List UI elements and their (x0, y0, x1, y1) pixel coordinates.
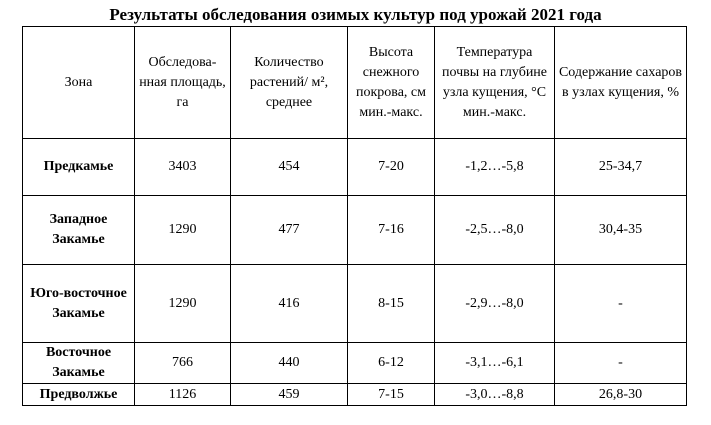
temperature-cell: -1,2…-5,8 (435, 139, 555, 196)
zone-cell: Предволжье (23, 384, 135, 406)
header-plants: Количество растений/ м², среднее (231, 27, 348, 139)
area-cell: 766 (135, 343, 231, 384)
temperature-cell: -3,0…-8,8 (435, 384, 555, 406)
area-cell: 1290 (135, 196, 231, 265)
temperature-cell: -2,9…-8,0 (435, 265, 555, 343)
sugar-cell: 26,8-30 (555, 384, 687, 406)
snow-cell: 7-15 (348, 384, 435, 406)
sugar-cell: 25-34,7 (555, 139, 687, 196)
zone-cell: Восточное Закамье (23, 343, 135, 384)
table-row (23, 265, 687, 343)
header-zone: Зона (23, 27, 135, 139)
header-area: Обследованная площадь, га (135, 27, 231, 139)
area-cell: 3403 (135, 139, 231, 196)
snow-cell: 7-16 (348, 196, 435, 265)
snow-cell: 8-15 (348, 265, 435, 343)
header-snow: Высота снежного покрова, см мин.-макс. (348, 27, 435, 139)
header-row (23, 27, 687, 139)
plants-cell: 477 (231, 196, 348, 265)
temperature-cell: -2,5…-8,0 (435, 196, 555, 265)
area-cell: 1126 (135, 384, 231, 406)
plants-cell: 459 (231, 384, 348, 406)
zone-cell: Юго-восточное Закамье (23, 265, 135, 343)
survey-table (22, 26, 687, 406)
sugar-cell: - (555, 343, 687, 384)
table-row (23, 343, 687, 384)
plants-cell: 440 (231, 343, 348, 384)
table-row (23, 139, 687, 196)
plants-cell: 454 (231, 139, 348, 196)
snow-cell: 7-20 (348, 139, 435, 196)
plants-cell: 416 (231, 265, 348, 343)
sugar-cell: - (555, 265, 687, 343)
header-sugar: Содержание сахаров в узлах кущения, % (555, 27, 687, 139)
zone-cell: Предкамье (23, 139, 135, 196)
temperature-cell: -3,1…-6,1 (435, 343, 555, 384)
area-cell: 1290 (135, 265, 231, 343)
sugar-cell: 30,4-35 (555, 196, 687, 265)
table-title: Результаты обследования озимых культур под урожай 2021 года (109, 5, 602, 24)
snow-cell: 6-12 (348, 343, 435, 384)
table-row (23, 196, 687, 265)
zone-cell: Западное Закамье (23, 196, 135, 265)
table-row (23, 384, 687, 406)
header-temperature: Температура почвы на глубине узла кущения, °С мин.-макс. (435, 27, 555, 139)
